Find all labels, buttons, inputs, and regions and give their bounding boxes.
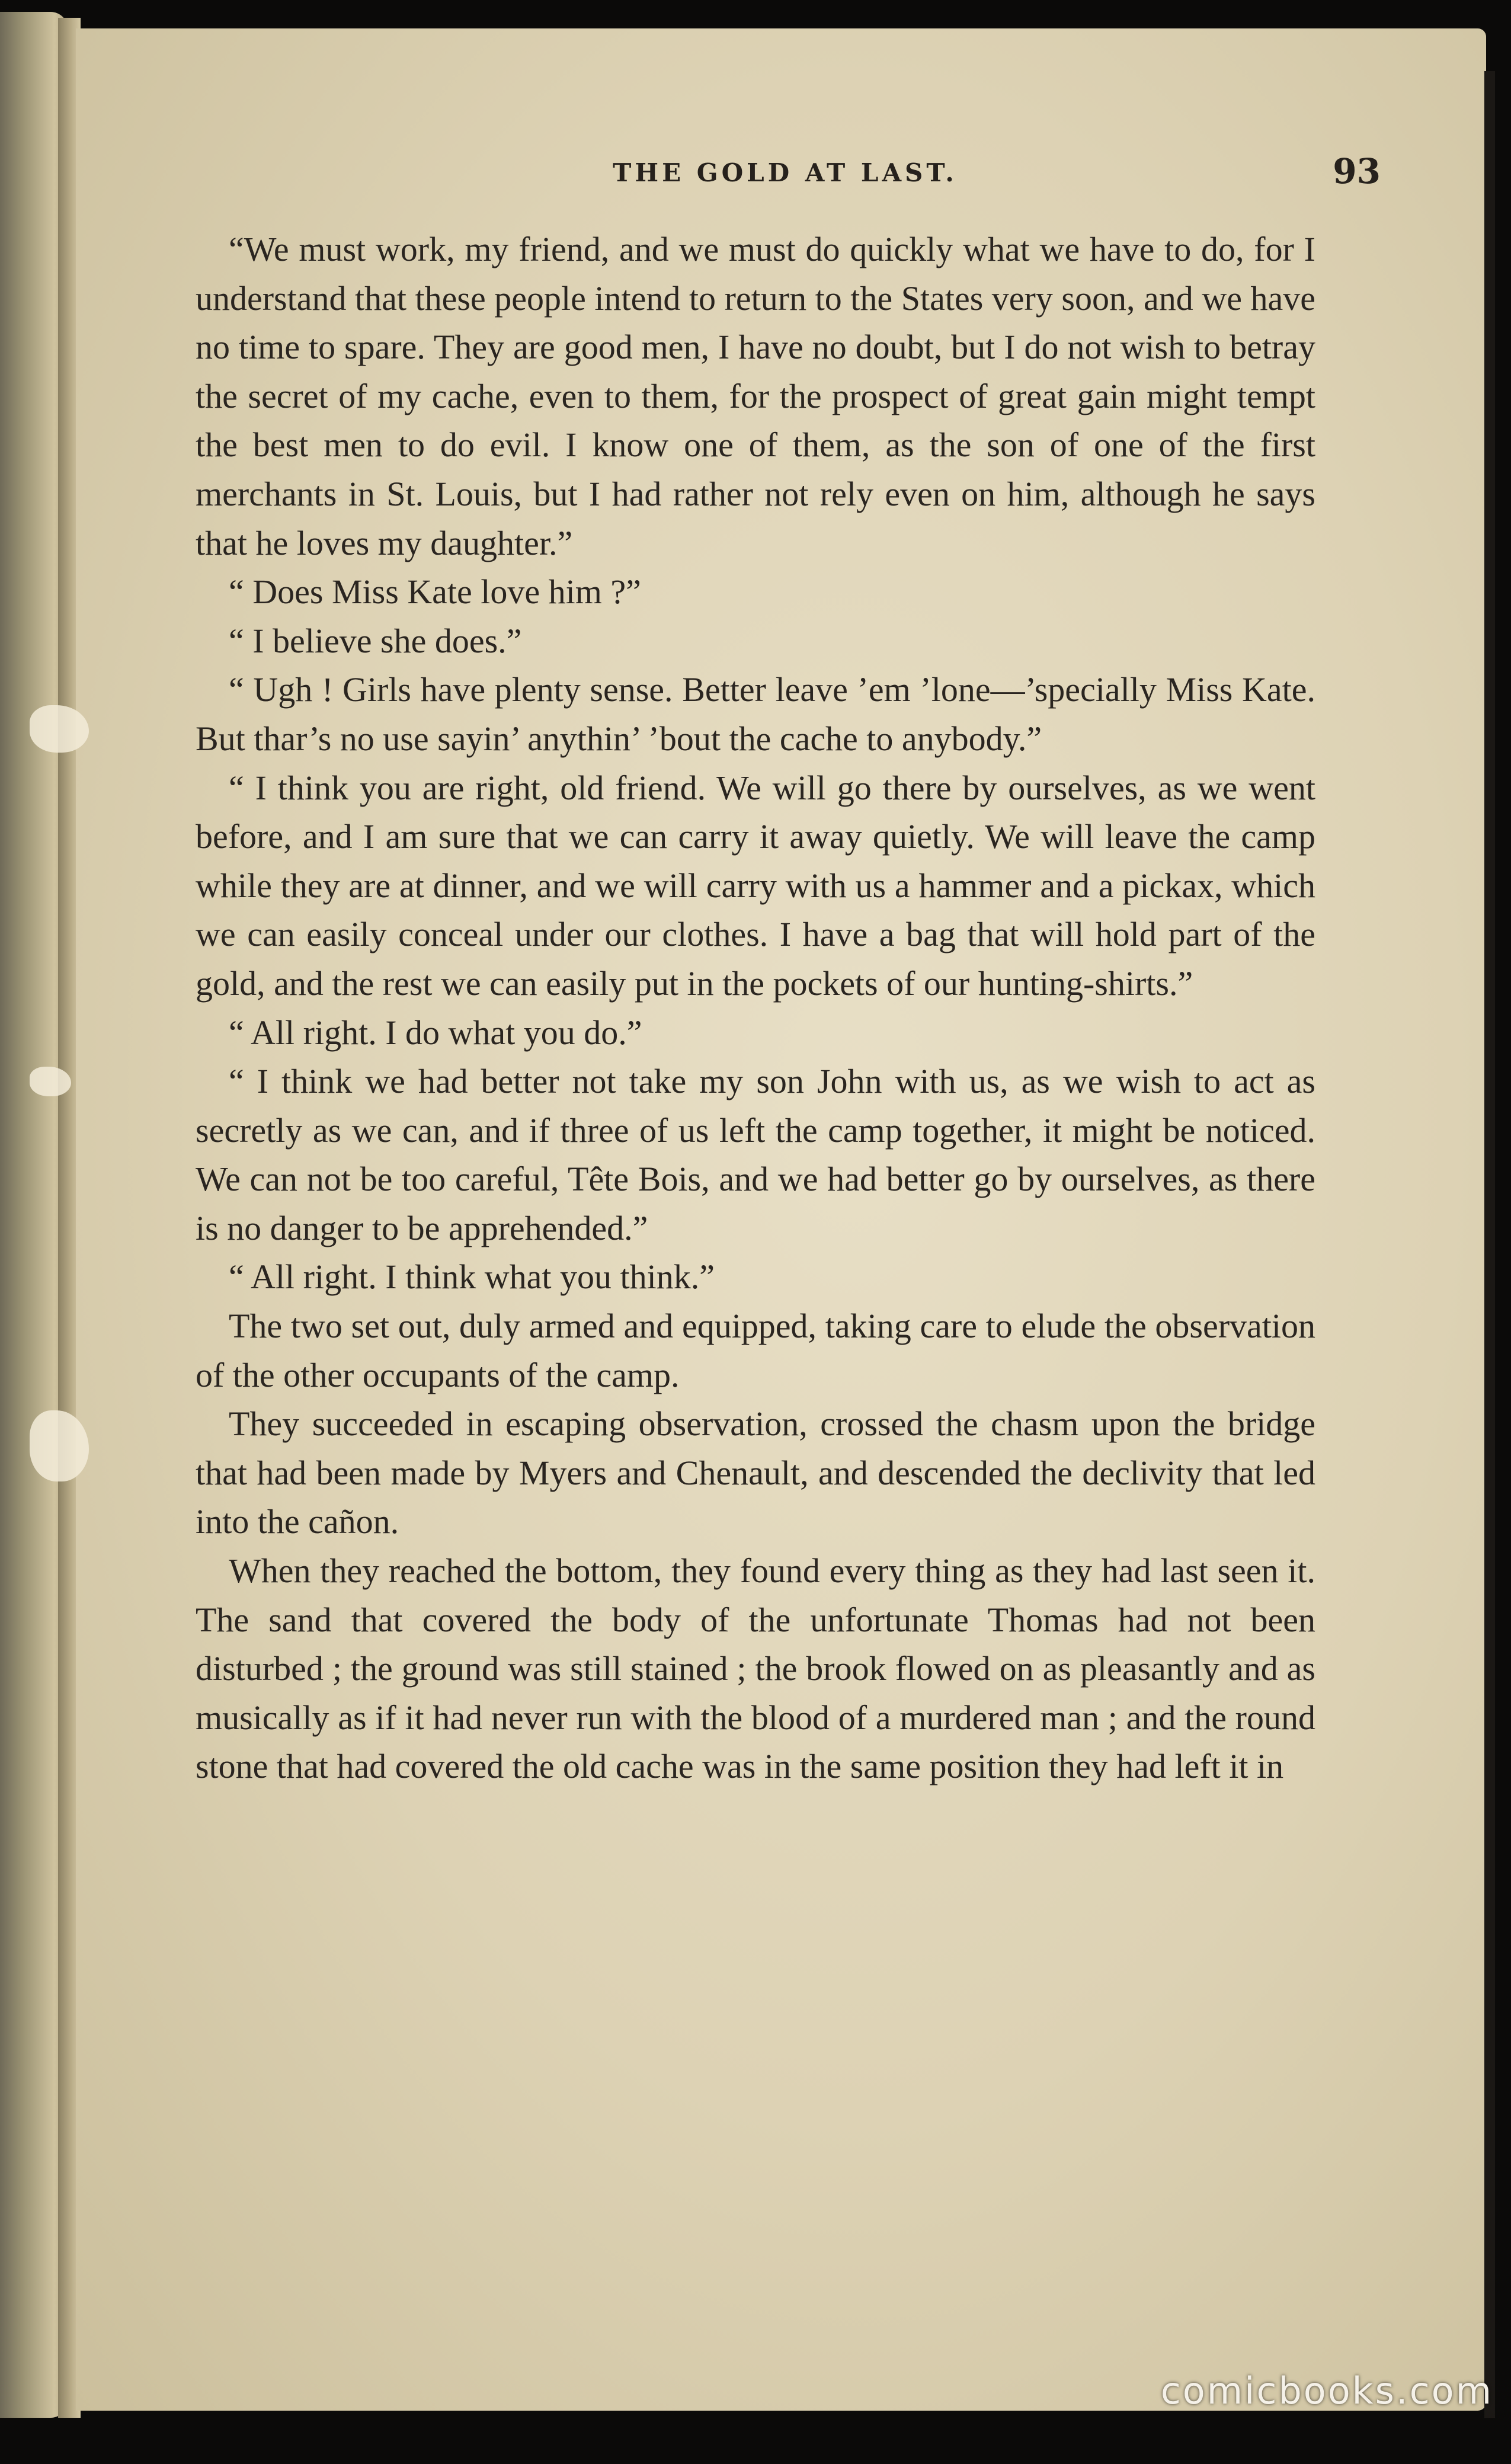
page-right-shadow (1484, 71, 1495, 2418)
paragraph: “ All right. I think what you think.” (229, 1257, 715, 1297)
paragraph: “ All right. I do what you do.” (229, 1013, 642, 1052)
page-number: 93 (1333, 151, 1381, 191)
paragraph: “ I think you are right, old friend. We will go there by ourselves, as we went before, and I am sure that we can carry it away quietly. We will leave the camp while they are at dinner, and we will carry with us a hammer and a pickax, which we can easily conceal under our clothes. I have a bag that will hold part of the gold, and the rest we can easily put in the pockets of our hunting-shirts.” (196, 768, 1315, 1003)
watermark-bar (1102, 2359, 1493, 2430)
paragraph: “ I believe she does.” (229, 621, 522, 660)
paragraph: They succeeded in escaping observation, crossed the chasm upon the bridge that had been made by Myers and Chenault, and descended the declivity that led into the cañon. (196, 1404, 1315, 1541)
paragraph: The two set out, duly armed and equipped, taking care to elude the observation of the other occupants of the camp. (196, 1307, 1315, 1394)
paragraph: “ Ugh ! Girls have plenty sense. Better leave ’em ’lone—’specially Miss Kate. But thar’s no use sayin’ anythin’ ’bout the cache to anybody.” (196, 670, 1315, 758)
site-watermark: comicbooks.com (1160, 2369, 1493, 2412)
paragraph: “We must work, my friend, and we must do quickly what we have to do, for I understand that these people intend to return to the States very soon, and we have no time to spare. They are good men, I have no doubt, but I do not wish to betray the secret of my cache, even to them, for the prospect of great gain might tempt the best men to do evil. I know one of them, as the son of one of the first merchants in St. Louis, but I had rather not rely even on him, although he says that he loves my daughter.” (196, 230, 1315, 562)
paragraph: When they reached the bottom, they found every thing as they had last seen it. The sand that covered the body of the unfortunate Thomas had not been disturbed ; the ground was still stained ; the brook flowed on as pleasantly and as musically as if it had never run with the blood of a murdered man ; and the round stone that had covered the old cache was in the same position they had left it in (196, 1551, 1315, 1786)
running-head-title: THE GOLD AT LAST. (613, 158, 958, 187)
paragraph: “ Does Miss Kate love him ?” (229, 572, 641, 612)
running-head (190, 151, 1381, 199)
binding-tear (30, 1067, 71, 1096)
paragraph: “ I think we had better not take my son John with us, as we wish to act as secretly as we can, and if three of us left the camp together, it might be noticed. We can not be too careful, Tête Bois, and we had better go by ourselves, as there is no danger to be apprehended.” (196, 1062, 1315, 1247)
body-text (196, 225, 1315, 1791)
